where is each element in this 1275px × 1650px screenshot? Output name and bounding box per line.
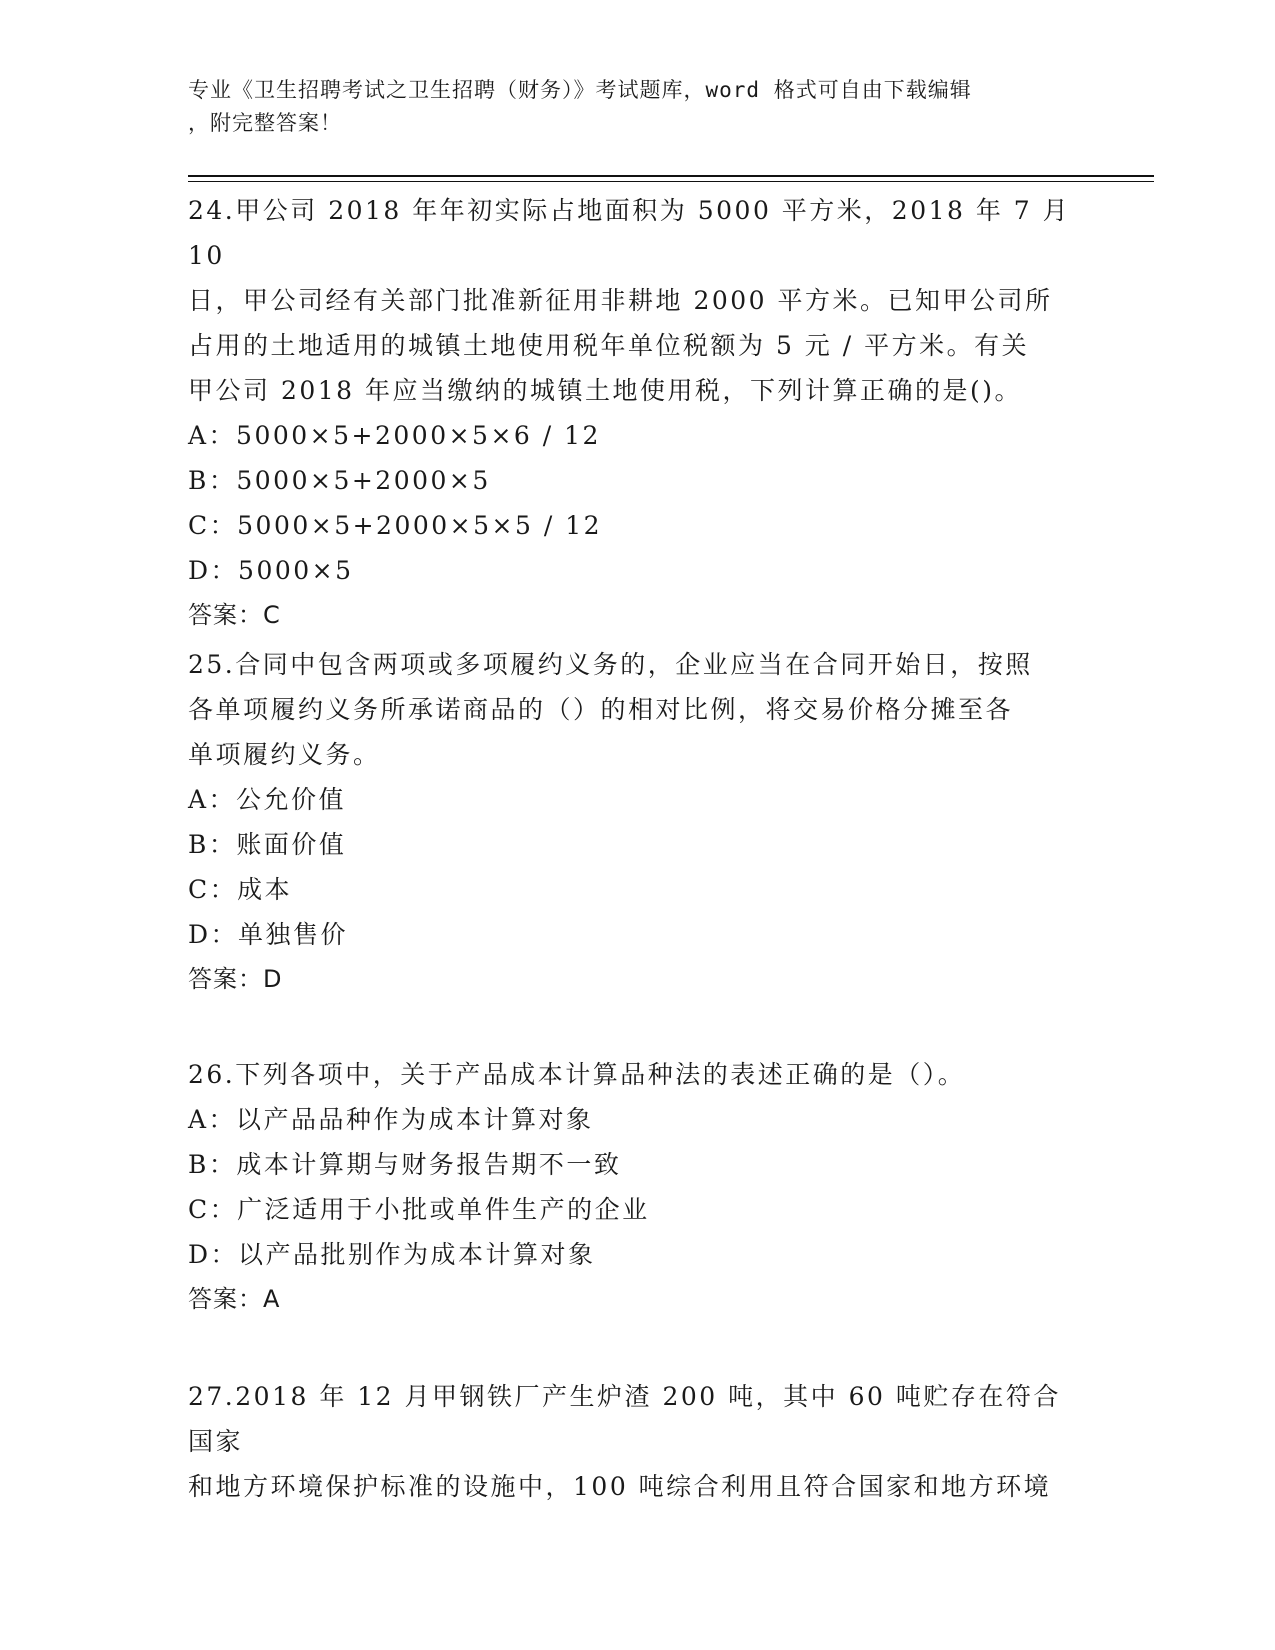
option-a: A：以产品品种作为成本计算对象 — [188, 1105, 594, 1134]
question-stem-line: 25.合同中包含两项或多项履约义务的，企业应当在合同开始日，按照 — [188, 650, 1033, 679]
question-25 — [188, 642, 1088, 1002]
answer-label: 答案：A — [188, 1285, 281, 1313]
answer-label: 答案：C — [188, 601, 281, 629]
document-header — [188, 74, 1088, 140]
option-d: D：5000×5 — [188, 556, 354, 585]
option-c: C：成本 — [188, 875, 293, 904]
option-c: C：5000×5+2000×5×5 / 12 — [188, 511, 603, 540]
question-stem-line: 单项履约义务。 — [188, 740, 381, 769]
question-stem-line: 24.甲公司 2018 年年初实际占地面积为 5000 平方米，2018 年 7 月 10 — [188, 196, 1071, 270]
header-line-2: ，附完整答案！ — [188, 111, 342, 135]
question-stem-line: 甲公司 2018 年应当缴纳的城镇土地使用税，下列计算正确的是()。 — [188, 376, 1023, 405]
header-line-1: 专业《卫生招聘考试之卫生招聘（财务）》考试题库，word 格式可自由下载编辑 — [188, 78, 972, 102]
header-divider-thin — [188, 181, 1154, 182]
option-a: A：公允价值 — [188, 785, 347, 814]
question-stem-line: 日，甲公司经有关部门批准新征用非耕地 2000 平方米。已知甲公司所 — [188, 286, 1053, 315]
option-b: B：5000×5+2000×5 — [188, 466, 491, 495]
question-26 — [188, 1052, 1088, 1322]
question-stem-line: 26.下列各项中，关于产品成本计算品种法的表述正确的是（）。 — [188, 1060, 966, 1089]
option-d: D：单独售价 — [188, 920, 349, 949]
option-b: B：账面价值 — [188, 830, 347, 859]
question-stem-line: 27.2018 年 12 月甲钢铁厂产生炉渣 200 吨，其中 60 吨贮存在符合国家 — [188, 1382, 1061, 1456]
question-27 — [188, 1374, 1088, 1509]
answer-label: 答案：D — [188, 965, 283, 993]
question-stem-line: 和地方环境保护标准的设施中，100 吨综合利用且符合国家和地方环境 — [188, 1472, 1052, 1501]
question-24 — [188, 188, 1088, 638]
option-a: A：5000×5+2000×5×6 / 12 — [188, 421, 601, 450]
question-stem-line: 各单项履约义务所承诺商品的（）的相对比例，将交易价格分摊至各 — [188, 695, 1014, 724]
option-d: D：以产品批别作为成本计算对象 — [188, 1240, 596, 1269]
question-stem-line: 占用的土地适用的城镇土地使用税年单位税额为 5 元 / 平方米。有关 — [188, 331, 1030, 360]
header-divider-thick — [188, 175, 1154, 177]
option-b: B：成本计算期与财务报告期不一致 — [188, 1150, 622, 1179]
option-c: C：广泛适用于小批或单件生产的企业 — [188, 1195, 650, 1224]
